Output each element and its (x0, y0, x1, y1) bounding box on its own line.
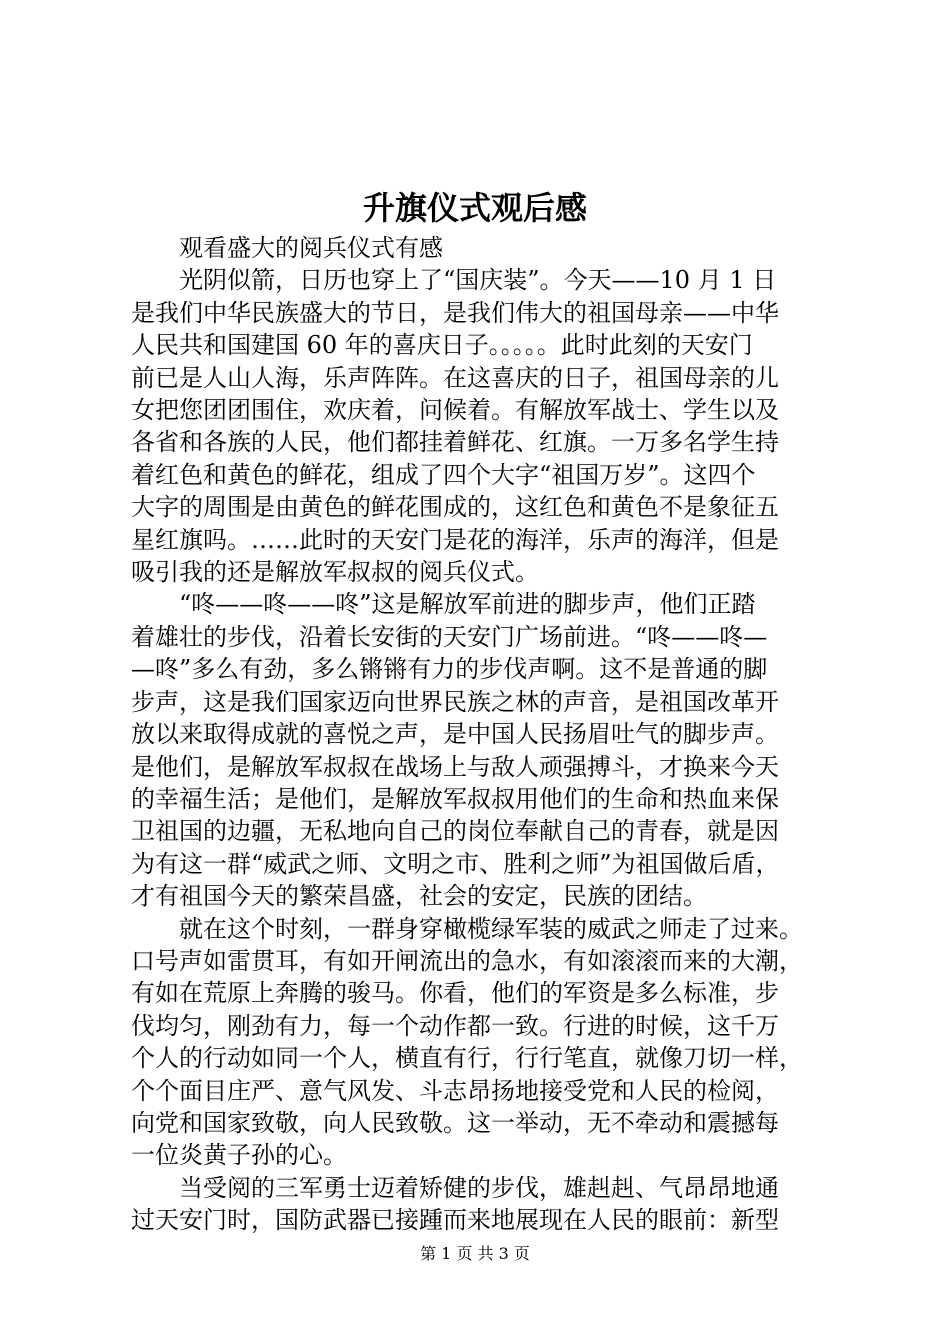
body-text-line: 当受阅的三军勇士迈着矫健的步伐，雄赳赳、气昂昂地通 (131, 1173, 779, 1202)
body-text-line: 是我们中华民族盛大的节日，是我们伟大的祖国母亲——中华 (131, 298, 779, 327)
body-text-line: 才有祖国今天的繁荣昌盛，社会的安定，民族的团结。 (131, 882, 707, 911)
body-text-line: 过天安门时，国防武器已接踵而来地展现在人民的眼前：新型 (131, 1206, 779, 1235)
body-text-line: 着红色和黄色的鲜花，组成了四个大字“祖国万岁”。这四个 (131, 460, 756, 489)
body-text-line: —咚”多么有劲，多么锵锵有力的步伐声啊。这不是普通的脚 (131, 655, 768, 684)
body-text-line: 为有这一群“威武之师、文明之市、胜利之师”为祖国做后盾， (131, 849, 780, 878)
body-text-line: 口号声如雷贯耳，有如开闸流出的急水，有如滚滚而来的大潮， (131, 946, 803, 975)
body-text-line: 着雄壮的步伐，沿着长安街的天安门广场前进。“咚——咚— (131, 622, 768, 651)
document-title: 升旗仪式观后感 (362, 189, 587, 227)
body-text-line: 向党和国家致敬，向人民致敬。这一举动，无不牵动和震撼每 (131, 1108, 779, 1137)
body-text-line: 前已是人山人海，乐声阵阵。在这喜庆的日子，祖国母亲的儿 (131, 363, 779, 392)
body-text-line: 伐均匀，刚劲有力，每一个动作都一致。行进的时候，这千万 (131, 1011, 779, 1040)
page-footer: 第 1 页 共 3 页 (420, 1244, 530, 1263)
body-text-line: 个个面目庄严、意气风发、斗志昂扬地接受党和人民的检阅， (131, 1076, 779, 1105)
body-text-line: 是他们，是解放军叔叔在战场上与敌人顽强搏斗，才换来今天 (131, 752, 779, 781)
body-text-line: 观看盛大的阅兵仪式有感 (131, 234, 443, 262)
body-text-line: 步声，这是我们国家迈向世界民族之林的声音，是祖国改革开 (131, 687, 779, 716)
body-text-line: 吸引我的还是解放军叔叔的阅兵仪式。 (131, 558, 539, 587)
body-text-line: 放以来取得成就的喜悦之声，是中国人民扬眉吐气的脚步声。 (131, 720, 779, 749)
body-text-line: 大字的周围是由黄色的鲜花围成的，这红色和黄色不是象征五 (131, 493, 779, 522)
body-text-line: 卫祖国的边疆，无私地向自己的岗位奉献自己的青春，就是因 (131, 817, 779, 846)
body-text-line: 光阴似箭，日历也穿上了“国庆装”。今天——10 月 1 日 (131, 266, 777, 295)
body-text-line: 各省和各族的人民，他们都挂着鲜花、红旗。一万多名学生持 (131, 428, 779, 457)
body-text-line: 人民共和国建国 60 年的喜庆日子。。。。。此时此刻的天安门 (131, 331, 753, 360)
body-text-line: 女把您团团围住，欢庆着，问候着。有解放军战士、学生以及 (131, 396, 779, 425)
body-text-line: 有如在荒原上奔腾的骏马。你看，他们的军资是多么标准，步 (131, 979, 779, 1008)
body-text-line: 一位炎黄子孙的心。 (131, 1141, 347, 1170)
body-text-line: 的幸福生活；是他们，是解放军叔叔用他们的生命和热血来保 (131, 784, 779, 813)
body-text-line: 星红旗吗。……此时的天安门是花的海洋，乐声的海洋，但是 (131, 525, 779, 554)
body-text-line: “咚——咚——咚”这是解放军前进的脚步声，他们正踏 (131, 590, 756, 619)
document-body (131, 232, 829, 1237)
body-text-line: 个人的行动如同一个人，横直有行，行行笔直，就像刀切一样， (131, 1044, 803, 1073)
body-text-line: 就在这个时刻，一群身穿橄榄绿军装的威武之师走了过来。 (131, 914, 803, 943)
